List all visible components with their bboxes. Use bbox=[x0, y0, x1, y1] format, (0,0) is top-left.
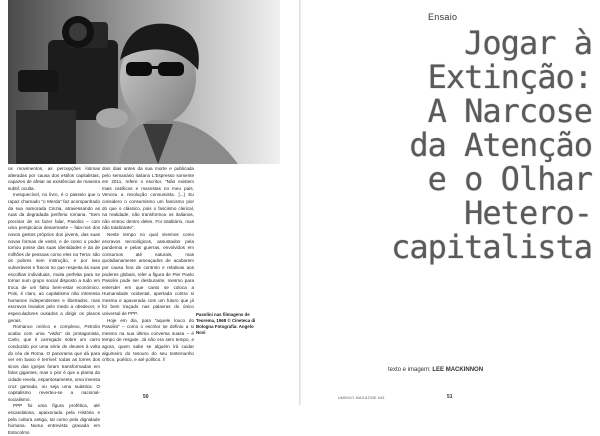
text-column-2 bbox=[102, 166, 194, 364]
photo-caption: Pasolini nas filmagens de Teorema, 1968 © Cineteca di Bologna Fotografia: Angelo Novi bbox=[196, 312, 256, 335]
credit-label: texto e imagem: bbox=[388, 367, 431, 373]
article-credit bbox=[388, 367, 483, 373]
title-line: capitalista bbox=[391, 228, 592, 266]
text-column-1 bbox=[8, 166, 100, 436]
title-line: da Atenção bbox=[409, 126, 592, 164]
paragraph: os movimentos, as percepções íntimas alteradas por causa dos estilos capitalistas, capazes de afetar as existências de maneira subtil, oculta. bbox=[8, 166, 100, 191]
pasolini-photo bbox=[8, 0, 280, 164]
paragraph: Hoje em dia, para "aquele louco do Pasolini" – como o escritor se definiu a si mesmo na sua última conversa suasa – é tempo de resgate. Já não era sem tempo, e agora, quem sabe se alguém irá cuidar algumeiro do tesouro do seu testemunho crítico, poético, e até político. // bbox=[102, 317, 194, 363]
page-number-right: 51 bbox=[447, 394, 453, 400]
photo-illustration bbox=[8, 0, 280, 164]
title-line: Jogar à bbox=[464, 24, 592, 62]
title-line: e o Olhar bbox=[427, 160, 592, 198]
article-title bbox=[305, 26, 592, 264]
page-number-left: 50 bbox=[143, 394, 149, 400]
paragraph: Romance onírico e complexo, Petrolio acaba com uma "visão" do protagonista, Carlo, que é carregado sobre um carro conduzido por uma série de deuses à volta do céu de Roma. O panorama que dá para ver em baixo é terrível: todas as torres dos sinos das igrejas foram transformadas em falos gigantes, mas o pior é que a planta da cidade revela, espantosamente, uma imensa cruz gamada, ou seja uma suástica. O capitalismo reverteu-se a nacional-socialismo. bbox=[8, 324, 100, 402]
paragraph: PPP foi uma figura profética, até escandalosa, apaixonada pela História e pela cultura antiga, tal como pela dignidade humana. Numa entrevista gravada em Estocolmo bbox=[8, 403, 100, 435]
title-line: Extinção: bbox=[427, 58, 592, 96]
section-label: Ensaio bbox=[428, 12, 458, 22]
paragraph: dois dias antes da sua morte e publicada pelo semanário italiano L'Espresso somente em 2011, refere o escritor. "Não existem mais católicos e marxistas no meu país. Venceu a revolução consumista. [...] Eu considero o consumismo um fascismo pior do que o clássico, pois o fascismo clerical, na realidade, não transformou os italianos, não entrou dentro deles. Foi totalitário, mas não totalizante". bbox=[102, 166, 194, 231]
title-line: Hetero- bbox=[464, 194, 592, 232]
spine-gutter bbox=[299, 0, 301, 405]
paragraph: Inesquecível, no livro, é o passeio que o rapaz chamado "o Merda" faz acompanhado da sua namorada Cinzia, atravessando as ruas da degradada periferia romana. "Sem precisar de os fazer falar, Pasolini – com uma perspicácia desarmante – fala-nos dos novos gestos próprios dos jovens, das suas novas formas de vestir, e de como o poder tornou posse das suas identidades e da de milhões de pessoas como eles na Terra: são os pobres sem instrução, e por isso vulneráveis e fracos no que respeita às suas escolhas individuais, muita perfeita para se tornar num grupo social disposto a tudo em troca de um falso bem-estar económico. Pois, é claro, ao capitalismo não interessa humanos independentes e libertados, mas escravos levados pelo medo a obedecer, e especuladores ousados a dirigir os planos gerais. bbox=[8, 192, 100, 323]
paragraph: Neste tempo no qual vivemos como escravos tecnológicos, assustados pela pandemia e pelas guerras, envolvidos em consumos até naturais, mas quotidianamente ameaçados de acabarem por causa fora de controlo e relativas aos poderes globais, reler a figura de Pier Paolo Pasolini pode ser desburante, mesmo para entender em que canto se coloca a Humanidade ocidental, apertada contra si mesma e apavorada com um futuro que já foi bem traçado nas palavras do único universal de PPP. bbox=[102, 231, 194, 317]
magazine-name: UMBIGO MAGAZINE #81 bbox=[338, 396, 386, 400]
title-line: A Narcose bbox=[427, 92, 592, 130]
credit-author: LEE MACKINNON bbox=[432, 367, 484, 373]
